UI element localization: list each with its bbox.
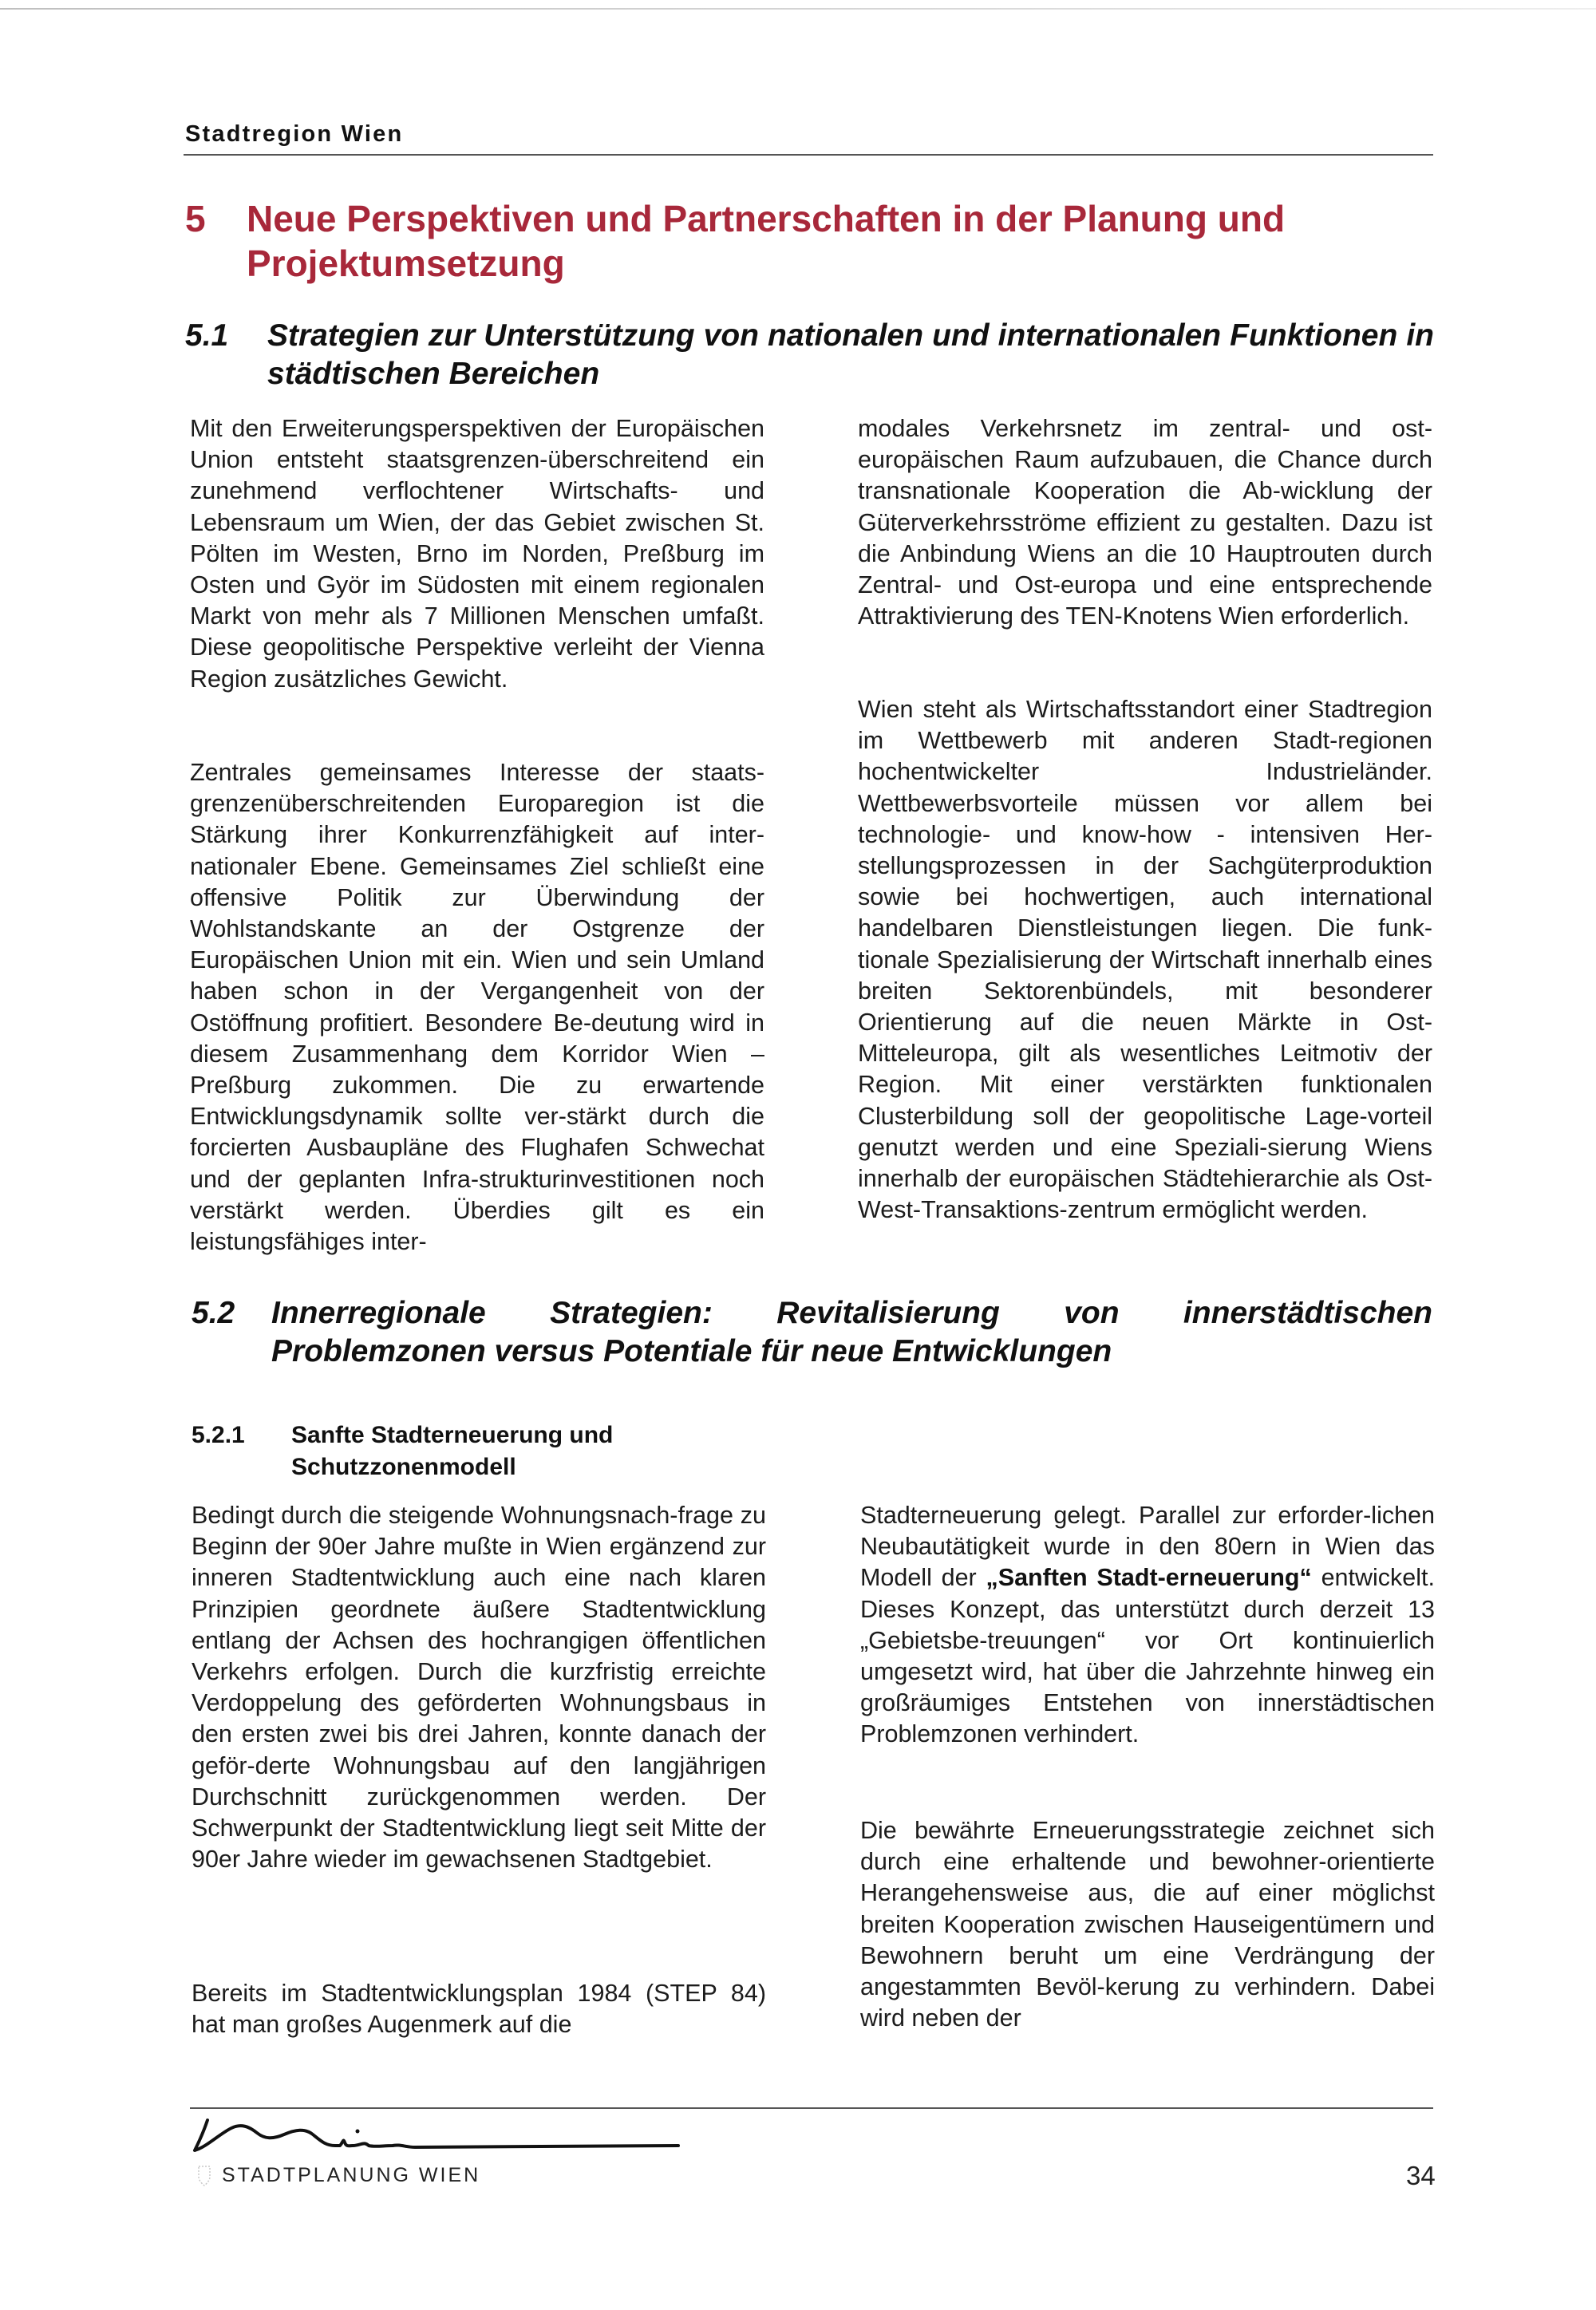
vienna-crest-icon	[196, 2164, 212, 2188]
section-5-2-title: Innerregionale Strategien: Revitalisierung von innerstädtischen Problemzonen versus Potentiale für neue Entwicklungen	[271, 1296, 1432, 1368]
section-5-1-left-paragraph-2: Zentrales gemeinsames Interesse der staats-grenzenüberschreitenden Europaregion ist die Stärkung ihrer Konkurrenzfähigkeit auf inter-nationaler Ebene. Gemeinsames Ziel schließt eine offensive Politik zur Überwindung der Wohlstandskante an der Ostgrenze der Europäischen Union mit ein. Wien und sein Umland haben schon in der Vergangenheit von der Ostöffnung profitiert. Besondere Be-deutung wird in diesem Zusammenhang dem Korridor Wien – Preßburg zukommen. Die zu erwartende Entwicklungsdynamik sollte ver-stärkt durch die forcierten Ausbaupläne des Flughafen Schwechat und der geplanten Infra-strukturinvestitionen noch verstärkt werden. Überdies gilt es ein leistungsfähiges inter-	[190, 759, 764, 1256]
scan-edge-line	[0, 8, 1596, 10]
section-5-2-1-left-paragraph-2: Bereits im Stadtentwicklungsplan 1984 (STEP 84) hat man großes Augenmerk auf die	[192, 1980, 766, 2039]
section-5-2-1-left-paragraph-1: Bedingt durch die steigende Wohnungsnach-frage zu Beginn der 90er Jahre mußte in Wien ergänzend zur inneren Stadtentwicklung auch eine nach klaren Prinzipien geordnete äußere Stadtentwicklung entlang der Achsen des hochrangigen öffentlichen Verkehrs erfolgen. Durch die kurzfristig erreichte Verdoppelung des geförderten Wohnungsbaus in den ersten zwei bis drei Jahren, konnte danach der geför-derte Wohnungsbau auf den langjährigen Durchschnitt zurückgenommen werden. Der Schwerpunkt der Stadtentwicklung liegt seit Mitte der 90er Jahre wieder im gewachsenen Stadtgebiet.	[192, 1502, 766, 1874]
running-header: Stadtregion Wien	[185, 121, 404, 147]
section-5-2-1-title: Sanfte Stadterneuerung und Schutzzonenmodell	[291, 1422, 614, 1480]
wien-signature-logo	[184, 2111, 694, 2158]
section-5-1-left-paragraph-1: Mit den Erweiterungsperspektiven der Europäischen Union entsteht staatsgrenzen-überschreitend ein zunehmend verflochtener Wirtschafts- und Lebensraum um Wien, der das Gebiet zwischen St. Pölten im Westen, Brno im Norden, Preßburg im Osten und Györ im Südosten mit einem regionalen Markt von mehr als 7 Millionen Menschen umfaßt. Diese geopolitische Perspektive verleiht der Vienna Region zusätzliches Gewicht.	[190, 415, 764, 693]
right-paragraph-1-text-a: Stadterneuerung gelegt. Parallel zur erforder-lichen Neubautätigkeit wurde in den 80ern in Wien das Modell der	[860, 1502, 1435, 1592]
section-5-2-number: 5.2	[192, 1296, 235, 1330]
sanfte-stadterneuerung-emphasis: „Sanften Stadt-erneuerung“	[986, 1564, 1312, 1592]
header-rule	[184, 154, 1433, 156]
section-5-1-right-paragraph-2: Wien steht als Wirtschaftsstandort einer Stadtregion im Wettbewerb mit anderen Stadt-regionen hochentwickelter Industrieländer. Wettbewerbsvorteile müssen vor allem bei technologie- und know-how - intensiven Her-stellungsprozessen in der Sachgüterproduktion sowie bei hochwertigen, auch international handelbaren Dienstleistungen liegen. Die funk-tionale Spezialisierung der Wirtschaft innerhalb eines breiten Sektorenbündels, mit besonderer Orientierung auf die neuen Märkte in Ost-Mitteleuropa, gilt als wesentliches Leitmotiv der Region. Mit einer verstärkten funktionalen Clusterbildung soll der geopolitische Lage-vorteil genutzt werden und eine Speziali-sierung Wiens innerhalb der europäischen Städtehierarchie als Ost-West-Transaktions-zentrum ermöglicht werden.	[858, 696, 1432, 1224]
chapter-title: Neue Perspektiven und Partnerschaften in der Planung und Projektumsetzung	[247, 198, 1286, 284]
section-5-2-1-right-paragraph-2: Die bewährte Erneuerungsstrategie zeichnet sich durch eine erhaltende und bewohner-orientierte Herangehensweise aus, die auf einer möglichst breiten Kooperation zwischen Hauseigentümern und Bewohnern beruht um eine Verdrängung der angestammten Bevöl-kerung zu verhindern. Dabei wird neben der	[860, 1817, 1435, 2032]
section-5-2-1-number: 5.2.1	[192, 1422, 245, 1448]
footer-rule	[190, 2107, 1433, 2109]
section-5-1-number: 5.1	[185, 318, 229, 353]
footer-organization: STADTPLANUNG WIEN	[222, 2164, 481, 2186]
section-5-1-title: Strategien zur Unterstützung von nationalen und internationalen Funktionen in städtischen Bereichen	[267, 318, 1434, 391]
section-5-1-right-paragraph-1: modales Verkehrsnetz im zentral- und ost-europäischen Raum aufzubauen, die Chance durch transnationale Kooperation die Ab-wicklung der Güterverkehrsströme effizient zu gestalten. Dazu ist die Anbindung Wiens an die 10 Hauptrouten durch Zentral- und Ost-europa und eine entsprechende Attraktivierung des TEN-Knotens Wien erforderlich.	[858, 415, 1432, 630]
right-paragraph-1-text-b: entwickelt. Dieses Konzept, das unterstützt durch derzeit 13 „Gebietsbe-treuungen“ vor Ort kontinuierlich umgesetzt wird, hat über die Jahrzehnte hinweg ein großräumiges Entstehen von innerstädtischen Problemzonen verhindert.	[860, 1564, 1435, 1748]
chapter-number: 5	[185, 198, 206, 239]
section-5-2-1-right-paragraph-1	[860, 1500, 1435, 1751]
page-number: 34	[1406, 2161, 1436, 2190]
